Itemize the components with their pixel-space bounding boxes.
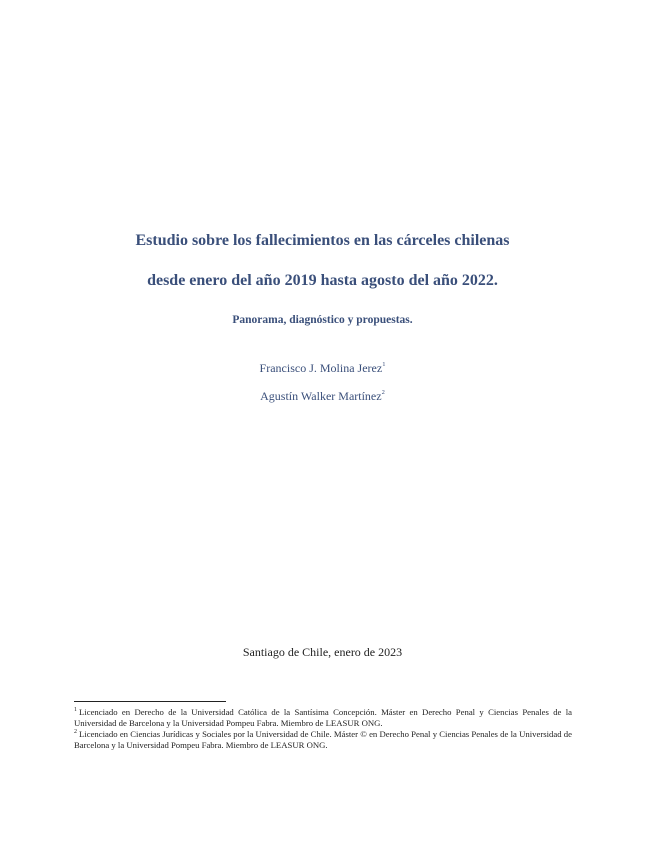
- footnote-separator: [74, 701, 226, 702]
- footnotes: [74, 707, 572, 751]
- author-2-name: Agustín Walker Martínez: [260, 389, 382, 403]
- footnote-1: [74, 707, 572, 729]
- footnote-1-text: Licenciado en Derecho de la Universidad Católica de la Santísima Concepción. Máster en Derecho Penal y Ciencias Penales de la Universidad de Barcelona y la Universidad Pompeu Fabra. Miembro de LEASUR ONG.: [74, 707, 572, 728]
- document-title-line-1: Estudio sobre los fallecimientos en las cárceles chilenas: [135, 232, 510, 249]
- footnote-2-text: Licenciado en Ciencias Jurídicas y Sociales por la Universidad de Chile. Máster © en Derecho Penal y Ciencias Penales de la Universidad de Barcelona y la Universidad Pompeu Fabra. Miembro de LEASUR ONG.: [74, 729, 572, 750]
- document-title-line-2: desde enero del año 2019 hasta agosto del año 2022.: [147, 272, 498, 289]
- author-1-name: Francisco J. Molina Jerez: [259, 361, 383, 375]
- footnote-2: [74, 729, 572, 751]
- footnote-1-mark: 1: [74, 707, 77, 714]
- author-1-footnote-mark: 1: [382, 361, 386, 368]
- document-subtitle: Panorama, diagnóstico y propuestas.: [232, 314, 413, 326]
- author-2: [0, 389, 645, 404]
- place-date: Santiago de Chile, enero de 2023: [242, 645, 403, 659]
- author-2-footnote-mark: 2: [381, 389, 385, 396]
- author-1: [0, 361, 645, 376]
- footnote-2-mark: 2: [74, 729, 77, 736]
